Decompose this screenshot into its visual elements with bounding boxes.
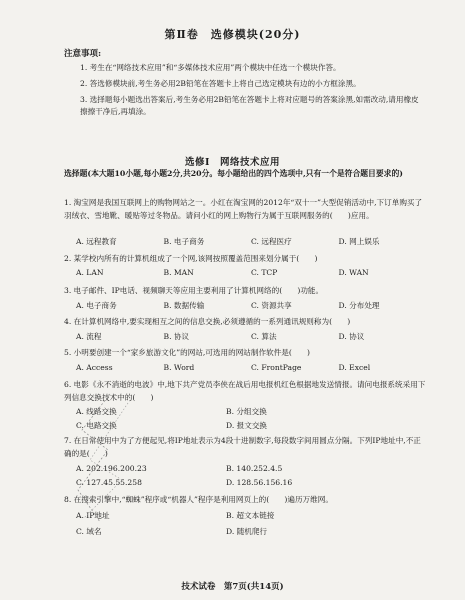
option-a: A. 流程 bbox=[76, 332, 102, 341]
option-d: D. WAN bbox=[338, 268, 369, 277]
option-b: B. 数据传输 bbox=[163, 301, 205, 310]
question-3-options bbox=[76, 300, 426, 311]
option-c: C. 电路交换 bbox=[76, 421, 117, 430]
note-2: 2. 答选修模块前,考生务必用2B铅笔在答题卡上将自己选定模块有边的小方框涂黑。 bbox=[80, 79, 361, 88]
question-7: 7. 在日常使用中为了方便起见,将IP地址表示为4段十进制数字,每段数字间用圆点分隔。下列IP地址中,不正确的是( ) bbox=[64, 436, 421, 458]
question-5: 5. 小明要创建一个“家乡旅游文化”的网站,可选用的网站制作软件是( ) bbox=[64, 348, 310, 357]
option-c: C. 资源共享 bbox=[251, 301, 292, 310]
question-3: 3. 电子邮件、IP电话、视频聊天等应用主要利用了计算机网络的( )功能。 bbox=[64, 286, 324, 295]
question-4-options bbox=[76, 331, 426, 342]
question-1-options bbox=[76, 236, 426, 247]
section-title: 选修Ⅰ 网络技术应用 bbox=[185, 157, 280, 168]
question-8: 8. 在搜索引擎中,“蜘蛛”程序或“机器人”程序是利用网页上的( )遍历万维网。 bbox=[64, 495, 333, 504]
question-2-options bbox=[76, 268, 426, 277]
option-d: D. 128.56.156.16 bbox=[226, 478, 293, 487]
option-a: A. 远程教育 bbox=[76, 237, 117, 246]
option-a: A. 202.196.200.23 bbox=[76, 464, 147, 473]
option-b: B. 超文本链接 bbox=[226, 511, 275, 520]
question-2: 2. 某学校内所有的计算机组成了一个网,该网按照覆盖范围来划分属于( ) bbox=[64, 254, 318, 263]
option-d: D. 报文交换 bbox=[226, 421, 268, 430]
option-c: C. 远程医疗 bbox=[251, 237, 292, 246]
option-b: B. 协议 bbox=[163, 332, 190, 341]
question-6: 6. 电影《永不消逝的电波》中,地下共产党员李侠在战后用电报机红色根据地发送情报。请问电报系统采用下列信息交换技术中的( ) bbox=[64, 380, 426, 402]
option-b: B. Word bbox=[163, 363, 195, 372]
option-d: D. 分布处理 bbox=[338, 301, 380, 310]
option-b: B. 140.252.4.5 bbox=[226, 464, 283, 473]
question-4: 4. 在计算机网络中,要实现相互之间的信息交换,必须遵循的一系列通讯规则称为( ) bbox=[64, 317, 351, 326]
option-d: D. 网上娱乐 bbox=[338, 237, 380, 246]
section-instructions: 选择题(本大题10小题,每小题2分,共20分。每小题给出的四个选项中,只有一个是符合题目要求的) bbox=[64, 169, 403, 178]
option-c: C. FrontPage bbox=[251, 363, 302, 372]
option-c: C. 127.45.55.258 bbox=[76, 478, 142, 487]
notes-heading: 注意事项: bbox=[64, 49, 102, 59]
note-3: 3. 选择题每小题选出答案后,考生务必用2B铅笔在答题卡上将对应题号的答案涂黑,如需改动,请用橡皮擦擦干净后,再填涂。 bbox=[80, 95, 419, 116]
option-c: C. 域名 bbox=[76, 527, 102, 536]
question-5-options bbox=[76, 363, 426, 372]
option-b: B. MAN bbox=[163, 268, 194, 277]
question-1: 1. 淘宝网是我国互联网上的购物网站之一。小红在淘宝网的2012年“双十一”大型促销活动中,下订单购买了羽绒衣、雪地靴、暖贴等过冬物品。请问小红的网上购物行为属于互联网服务的( )应用。 bbox=[64, 198, 423, 220]
option-a: A. 电子商务 bbox=[76, 301, 117, 310]
option-a: A. LAN bbox=[76, 268, 104, 277]
option-a: A. 线路交换 bbox=[76, 407, 117, 416]
option-d: D. 随机爬行 bbox=[226, 527, 268, 536]
option-a: A. Access bbox=[76, 363, 113, 372]
page-title: 第Ⅱ卷 选修模块(20分) bbox=[164, 28, 301, 41]
pencil-scribble-mark bbox=[70, 390, 150, 530]
note-1: 1. 考生在“网络技术应用”和“多媒体技术应用”两个模块中任选一个模块作答。 bbox=[80, 63, 341, 72]
page-footer: 技术试卷 第7页(共14页) bbox=[181, 582, 284, 592]
option-b: B. 电子商务 bbox=[163, 237, 205, 246]
option-d: D. 协议 bbox=[338, 332, 365, 341]
option-c: C. 算法 bbox=[251, 332, 277, 341]
option-b: B. 分组交换 bbox=[226, 407, 267, 416]
option-a: A. IP地址 bbox=[76, 511, 110, 520]
option-d: D. Excel bbox=[338, 363, 371, 372]
option-c: C. TCP bbox=[251, 268, 278, 277]
